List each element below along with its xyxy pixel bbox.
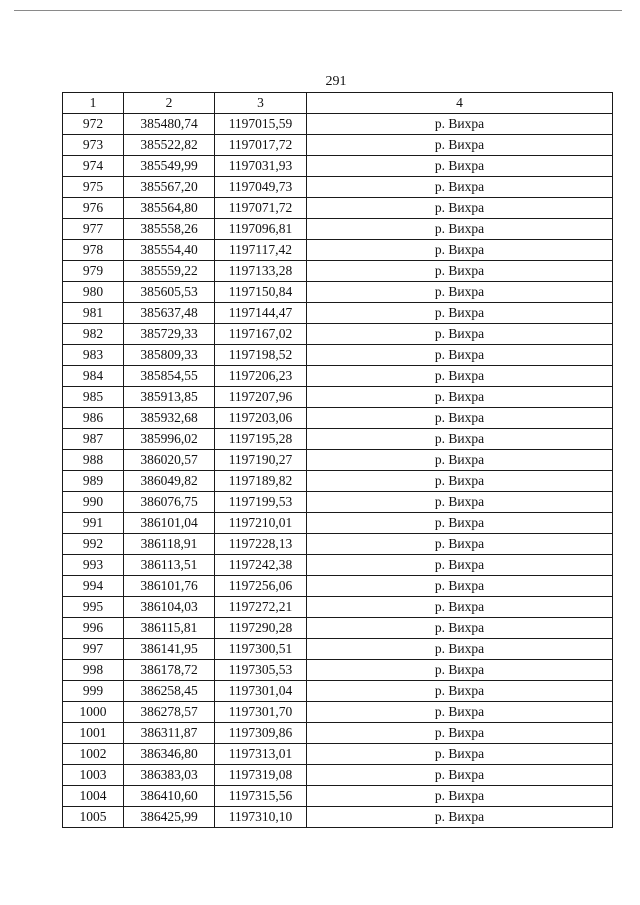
cell-point-number: 990: [63, 492, 124, 513]
cell-point-number: 976: [63, 198, 124, 219]
cell-coordinate-y: 1197167,02: [215, 324, 307, 345]
coordinates-table: [62, 92, 613, 828]
cell-point-number: 992: [63, 534, 124, 555]
table-row: [63, 114, 613, 135]
cell-coordinate-y: 1197015,59: [215, 114, 307, 135]
cell-coordinate-x: 385564,80: [124, 198, 215, 219]
table-row: [63, 681, 613, 702]
cell-description: р. Вихра: [307, 366, 613, 387]
cell-coordinate-x: 385854,55: [124, 366, 215, 387]
cell-point-number: 999: [63, 681, 124, 702]
cell-coordinate-y: 1197305,53: [215, 660, 307, 681]
cell-coordinate-x: 385549,99: [124, 156, 215, 177]
cell-description: р. Вихра: [307, 597, 613, 618]
cell-coordinate-x: 385522,82: [124, 135, 215, 156]
cell-coordinate-x: 386020,57: [124, 450, 215, 471]
cell-coordinate-x: 385809,33: [124, 345, 215, 366]
cell-coordinate-x: 385559,22: [124, 261, 215, 282]
cell-coordinate-y: 1197199,53: [215, 492, 307, 513]
cell-coordinate-x: 386101,04: [124, 513, 215, 534]
cell-coordinate-x: 386115,81: [124, 618, 215, 639]
cell-description: р. Вихра: [307, 303, 613, 324]
table-row: [63, 324, 613, 345]
cell-coordinate-x: 386101,76: [124, 576, 215, 597]
cell-coordinate-y: 1197210,01: [215, 513, 307, 534]
cell-coordinate-x: 385913,85: [124, 387, 215, 408]
column-header-2: 2: [124, 93, 215, 114]
table-row: [63, 618, 613, 639]
cell-coordinate-y: 1197133,28: [215, 261, 307, 282]
cell-point-number: 979: [63, 261, 124, 282]
cell-description: р. Вихра: [307, 177, 613, 198]
cell-description: р. Вихра: [307, 408, 613, 429]
cell-point-number: 987: [63, 429, 124, 450]
table-row: [63, 660, 613, 681]
table-row: [63, 723, 613, 744]
cell-point-number: 1002: [63, 744, 124, 765]
cell-coordinate-x: 386346,80: [124, 744, 215, 765]
table-row: [63, 240, 613, 261]
cell-coordinate-x: 386113,51: [124, 555, 215, 576]
table-row: [63, 303, 613, 324]
cell-point-number: 983: [63, 345, 124, 366]
cell-point-number: 993: [63, 555, 124, 576]
table-header-row: [63, 93, 613, 114]
cell-coordinate-x: 386104,03: [124, 597, 215, 618]
cell-coordinate-x: 385996,02: [124, 429, 215, 450]
cell-description: р. Вихра: [307, 387, 613, 408]
table-body: [63, 114, 613, 828]
cell-coordinate-x: 386425,99: [124, 807, 215, 828]
cell-point-number: 977: [63, 219, 124, 240]
table-row: [63, 555, 613, 576]
table-row: [63, 450, 613, 471]
cell-coordinate-x: 385567,20: [124, 177, 215, 198]
table-row: [63, 282, 613, 303]
table-row: [63, 597, 613, 618]
table-row: [63, 177, 613, 198]
cell-coordinate-y: 1197017,72: [215, 135, 307, 156]
cell-point-number: 984: [63, 366, 124, 387]
table-row: [63, 261, 613, 282]
cell-point-number: 980: [63, 282, 124, 303]
cell-coordinate-y: 1197207,96: [215, 387, 307, 408]
cell-coordinate-y: 1197190,27: [215, 450, 307, 471]
column-header-1: 1: [63, 93, 124, 114]
cell-point-number: 978: [63, 240, 124, 261]
cell-point-number: 998: [63, 660, 124, 681]
cell-description: р. Вихра: [307, 723, 613, 744]
table-row: [63, 639, 613, 660]
cell-coordinate-y: 1197096,81: [215, 219, 307, 240]
cell-description: р. Вихра: [307, 660, 613, 681]
cell-coordinate-x: 386278,57: [124, 702, 215, 723]
cell-point-number: 973: [63, 135, 124, 156]
cell-coordinate-x: 386118,91: [124, 534, 215, 555]
cell-point-number: 997: [63, 639, 124, 660]
cell-coordinate-x: 385729,33: [124, 324, 215, 345]
table-row: [63, 807, 613, 828]
table-row: [63, 471, 613, 492]
cell-point-number: 994: [63, 576, 124, 597]
cell-coordinate-y: 1197242,38: [215, 555, 307, 576]
table-row: [63, 576, 613, 597]
table-row: [63, 744, 613, 765]
table-row: [63, 765, 613, 786]
table-row: [63, 702, 613, 723]
cell-coordinate-x: 385480,74: [124, 114, 215, 135]
cell-description: р. Вихра: [307, 744, 613, 765]
cell-coordinate-y: 1197300,51: [215, 639, 307, 660]
table-row: [63, 492, 613, 513]
table-row: [63, 219, 613, 240]
cell-description: р. Вихра: [307, 639, 613, 660]
table-row: [63, 198, 613, 219]
cell-coordinate-y: 1197301,70: [215, 702, 307, 723]
cell-description: р. Вихра: [307, 135, 613, 156]
cell-point-number: 972: [63, 114, 124, 135]
cell-coordinate-y: 1197290,28: [215, 618, 307, 639]
cell-coordinate-x: 386410,60: [124, 786, 215, 807]
cell-description: р. Вихра: [307, 702, 613, 723]
cell-description: р. Вихра: [307, 240, 613, 261]
cell-coordinate-x: 385637,48: [124, 303, 215, 324]
cell-description: р. Вихра: [307, 576, 613, 597]
cell-point-number: 986: [63, 408, 124, 429]
cell-coordinate-x: 386076,75: [124, 492, 215, 513]
cell-description: р. Вихра: [307, 471, 613, 492]
cell-point-number: 982: [63, 324, 124, 345]
cell-description: р. Вихра: [307, 492, 613, 513]
cell-coordinate-y: 1197313,01: [215, 744, 307, 765]
column-header-4: 4: [307, 93, 613, 114]
cell-description: р. Вихра: [307, 513, 613, 534]
cell-description: р. Вихра: [307, 450, 613, 471]
cell-description: р. Вихра: [307, 765, 613, 786]
table-row: [63, 366, 613, 387]
cell-description: р. Вихра: [307, 198, 613, 219]
cell-point-number: 996: [63, 618, 124, 639]
cell-coordinate-x: 385554,40: [124, 240, 215, 261]
cell-coordinate-y: 1197117,42: [215, 240, 307, 261]
cell-description: р. Вихра: [307, 282, 613, 303]
cell-description: р. Вихра: [307, 429, 613, 450]
cell-coordinate-y: 1197195,28: [215, 429, 307, 450]
cell-coordinate-y: 1197309,86: [215, 723, 307, 744]
cell-description: р. Вихра: [307, 156, 613, 177]
cell-point-number: 1005: [63, 807, 124, 828]
cell-description: р. Вихра: [307, 261, 613, 282]
table-row: [63, 387, 613, 408]
cell-description: р. Вихра: [307, 555, 613, 576]
column-header-3: 3: [215, 93, 307, 114]
cell-point-number: 981: [63, 303, 124, 324]
cell-point-number: 988: [63, 450, 124, 471]
table-row: [63, 786, 613, 807]
cell-description: р. Вихра: [307, 219, 613, 240]
cell-description: р. Вихра: [307, 534, 613, 555]
cell-description: р. Вихра: [307, 681, 613, 702]
cell-coordinate-y: 1197198,52: [215, 345, 307, 366]
cell-coordinate-x: 386383,03: [124, 765, 215, 786]
cell-coordinate-y: 1197071,72: [215, 198, 307, 219]
cell-coordinate-x: 386141,95: [124, 639, 215, 660]
cell-coordinate-x: 386311,87: [124, 723, 215, 744]
cell-coordinate-y: 1197203,06: [215, 408, 307, 429]
table-row: [63, 156, 613, 177]
cell-coordinate-y: 1197206,23: [215, 366, 307, 387]
table-row: [63, 513, 613, 534]
cell-coordinate-y: 1197150,84: [215, 282, 307, 303]
page-number: 291: [325, 74, 347, 89]
cell-description: р. Вихра: [307, 786, 613, 807]
cell-point-number: 991: [63, 513, 124, 534]
cell-coordinate-x: 385605,53: [124, 282, 215, 303]
top-rule: [14, 10, 622, 11]
cell-coordinate-y: 1197031,93: [215, 156, 307, 177]
table-row: [63, 345, 613, 366]
cell-point-number: 975: [63, 177, 124, 198]
cell-coordinate-x: 386049,82: [124, 471, 215, 492]
cell-coordinate-y: 1197272,21: [215, 597, 307, 618]
cell-coordinate-x: 385932,68: [124, 408, 215, 429]
cell-point-number: 989: [63, 471, 124, 492]
cell-point-number: 1004: [63, 786, 124, 807]
cell-description: р. Вихра: [307, 618, 613, 639]
cell-coordinate-y: 1197049,73: [215, 177, 307, 198]
cell-coordinate-y: 1197144,47: [215, 303, 307, 324]
table-row: [63, 135, 613, 156]
cell-point-number: 985: [63, 387, 124, 408]
cell-point-number: 1003: [63, 765, 124, 786]
cell-description: р. Вихра: [307, 324, 613, 345]
cell-coordinate-x: 386178,72: [124, 660, 215, 681]
cell-coordinate-x: 386258,45: [124, 681, 215, 702]
cell-coordinate-x: 385558,26: [124, 219, 215, 240]
cell-coordinate-y: 1197228,13: [215, 534, 307, 555]
cell-description: р. Вихра: [307, 807, 613, 828]
table-row: [63, 408, 613, 429]
table-row: [63, 429, 613, 450]
cell-description: р. Вихра: [307, 345, 613, 366]
cell-coordinate-y: 1197315,56: [215, 786, 307, 807]
cell-coordinate-y: 1197256,06: [215, 576, 307, 597]
cell-coordinate-y: 1197310,10: [215, 807, 307, 828]
table-row: [63, 534, 613, 555]
cell-point-number: 974: [63, 156, 124, 177]
cell-coordinate-y: 1197189,82: [215, 471, 307, 492]
cell-point-number: 1001: [63, 723, 124, 744]
cell-coordinate-y: 1197301,04: [215, 681, 307, 702]
cell-coordinate-y: 1197319,08: [215, 765, 307, 786]
cell-point-number: 1000: [63, 702, 124, 723]
cell-point-number: 995: [63, 597, 124, 618]
cell-description: р. Вихра: [307, 114, 613, 135]
